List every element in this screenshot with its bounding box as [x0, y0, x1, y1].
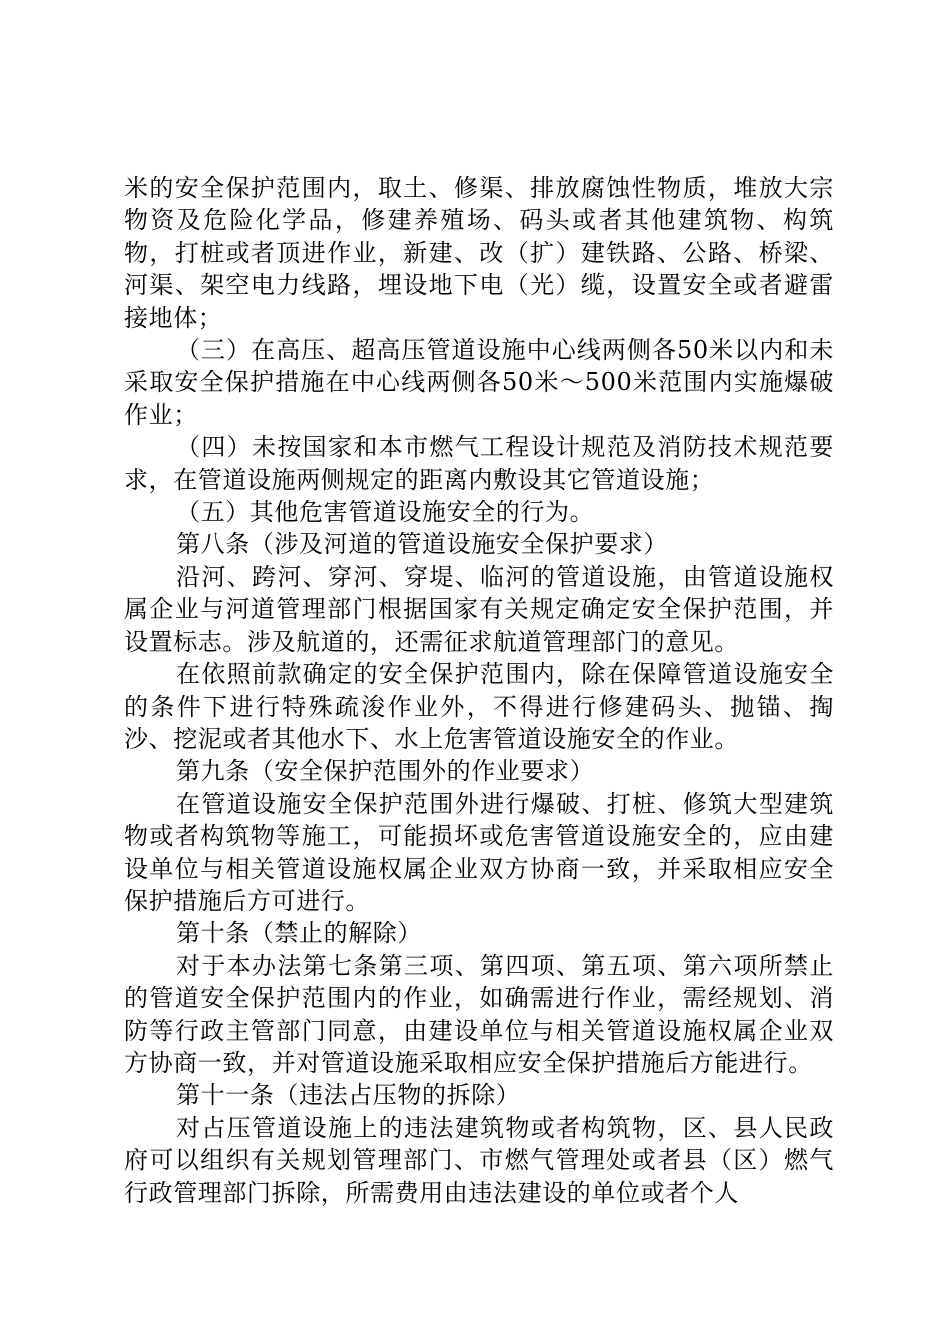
article-8-paragraph-1: 沿河、跨河、穿河、穿堤、临河的管道设施，由管道设施权属企业与河道管理部门根据国家有关规定确定安全保护范围，并设置标志。涉及航道的，还需征求航道管理部门的意见。 — [124, 562, 834, 656]
article-11-heading: 第十一条（违法占压物的拆除） — [176, 1081, 521, 1110]
paragraph-item-3: （三）在高压、超高压管道设施中心线两侧各50米以内和未采取安全保护措施在中心线两侧各50米～500米范围内实施爆破作业； — [124, 336, 834, 429]
paragraph-item-4: （四）未按国家和本市燃气工程设计规范及消防技术规范要求，在管道设施两侧规定的距离内敷设其它管道设施； — [124, 433, 834, 494]
article-11-paragraph-1: 对占压管道设施上的违法建筑物或者构筑物，区、县人民政府可以组织有关规划管理部门、市燃气管理处或者县（区）燃气行政管理部门拆除，所需费用由违法建设的单位或者个人 — [124, 1113, 834, 1207]
article-8-heading: 第八条（涉及河道的管道设施安全保护要求） — [176, 530, 668, 559]
article-9-paragraph-1: 在管道设施安全保护范围外进行爆破、打桩、修筑大型建筑物或者构筑物等施工，可能损坏或危害管道设施安全的，应由建设单位与相关管道设施权属企业双方协商一致，并采取相应安全保护措施后方可进行。 — [124, 789, 834, 915]
paragraph-item-5: （五）其他危害管道设施安全的行为。 — [176, 498, 595, 527]
article-10-paragraph-1: 对于本办法第七条第三项、第四项、第五项、第六项所禁止的管道安全保护范围内的作业，如确需进行作业，需经规划、消防等行政主管部门同意，由建设单位与相关管道设施权属企业双方协商一致，并对管道设施采取相应安全保护措施后方能进行。 — [124, 951, 834, 1077]
paragraph-continuation: 米的安全保护范围内，取土、修渠、排放腐蚀性物质，堆放大宗物资及危险化学品，修建养殖场、码头或者其他建筑物、构筑物，打桩或者顶进作业，新建、改（扩）建铁路、公路、桥梁、河渠、架空电力线路，埋设地下电（光）缆，设置安全或者避雷接地体； — [124, 174, 834, 332]
document-body — [124, 172, 834, 1209]
article-9-heading: 第九条（安全保护范围外的作业要求） — [176, 757, 595, 786]
article-8-paragraph-2: 在依照前款确定的安全保护范围内，除在保障管道设施安全的条件下进行特殊疏浚作业外，不得进行修建码头、抛锚、掏沙、挖泥或者其他水下、水上危害管道设施安全的作业。 — [124, 660, 834, 753]
article-10-heading: 第十条（禁止的解除） — [176, 919, 422, 948]
